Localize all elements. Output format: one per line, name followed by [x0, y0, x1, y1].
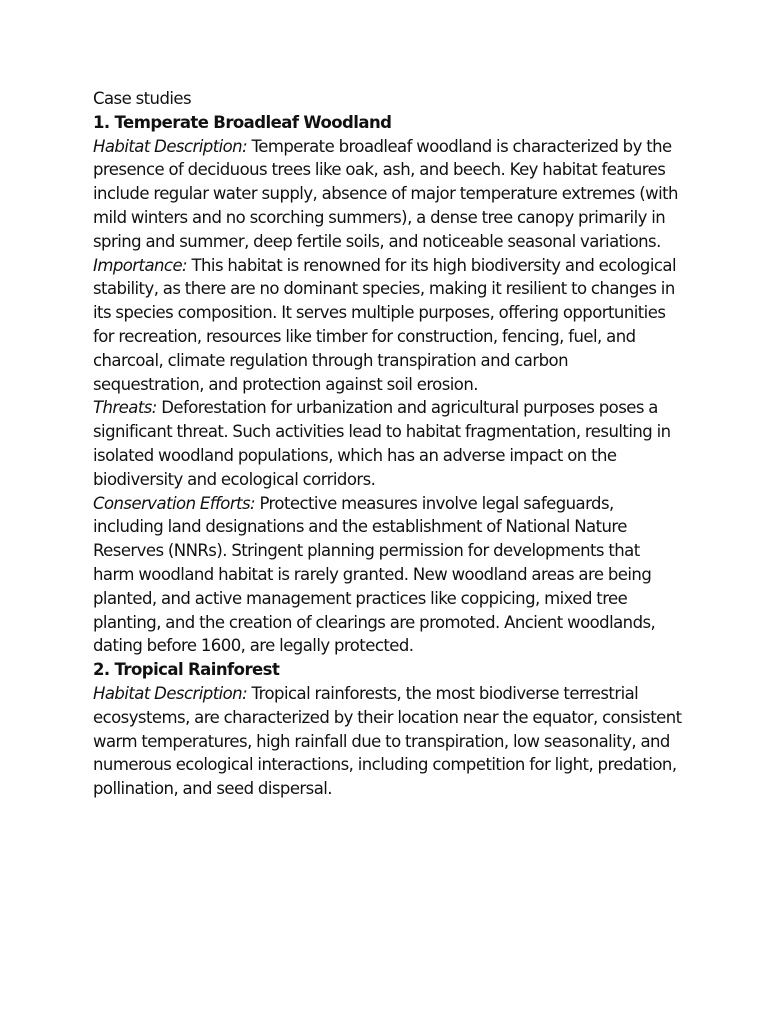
paragraph-text: Deforestation for urbanization and agricultural purposes poses a significant threat. Such activities lead to habitat fragmentation, resulting in isolated woodland populations, which has an adverse impact on the biodiversity and ecological corridors. — [93, 398, 671, 489]
paragraph-habitat-description — [93, 135, 683, 254]
section-heading: 1. Temperate Broadleaf Woodland — [93, 112, 392, 132]
paragraph-text: Tropical rainforests, the most biodiverse terrestrial ecosystems, are characterized by their location near the equator, consistent warm temperatures, high rainfall due to transpiration, low seasonality, and numerous ecological interactions, including competition for light, predation, pollination, and seed dispersal. — [93, 683, 682, 799]
paragraph-habitat-description — [93, 682, 683, 801]
section-tropical-rainforest — [93, 658, 683, 801]
paragraph-text: Protective measures involve legal safeguards, including land designations and the establishment of National Nature Reserves (NNRs). Stringent planning permission for developments that harm woodland habitat is rarely granted. New woodland areas are being planted, and active management practices like coppicing, mixed tree planting, and the creation of clearings are promoted. Ancient woodlands, dating before 1600, are legally protected. — [93, 493, 656, 656]
paragraph-text: Temperate broadleaf woodland is characterized by the presence of deciduous trees like oak, ash, and beech. Key habitat features include regular water supply, absence of major temperature extremes (with mild winters and no scorching summers), a dense tree canopy primarily in spring and summer, deep fertile soils, and noticeable seasonal variations. — [93, 136, 678, 251]
paragraph-label: Threats: — [93, 398, 157, 418]
paragraph-importance — [93, 254, 683, 397]
paragraph-label: Habitat Description: — [93, 683, 248, 703]
paragraph-label: Conservation Efforts: — [93, 493, 256, 513]
document-page — [93, 87, 683, 801]
section-temperate-broadleaf-woodland — [93, 111, 683, 658]
section-heading: 2. Tropical Rainforest — [93, 660, 280, 680]
paragraph-label: Importance: — [93, 255, 188, 275]
document-title: Case studies — [93, 89, 192, 108]
paragraph-threats — [93, 396, 683, 491]
paragraph-label: Habitat Description: — [93, 136, 248, 156]
paragraph-text: This habitat is renowned for its high biodiversity and ecological stability, as there are no dominant species, making it resilient to changes in its species composition. It serves multiple purposes, offering opportunities for recreation, resources like timber for construction, fencing, fuel, and charcoal, climate regulation through transpiration and carbon sequestration, and protection against soil erosion. — [93, 255, 677, 394]
paragraph-conservation-efforts — [93, 492, 683, 659]
